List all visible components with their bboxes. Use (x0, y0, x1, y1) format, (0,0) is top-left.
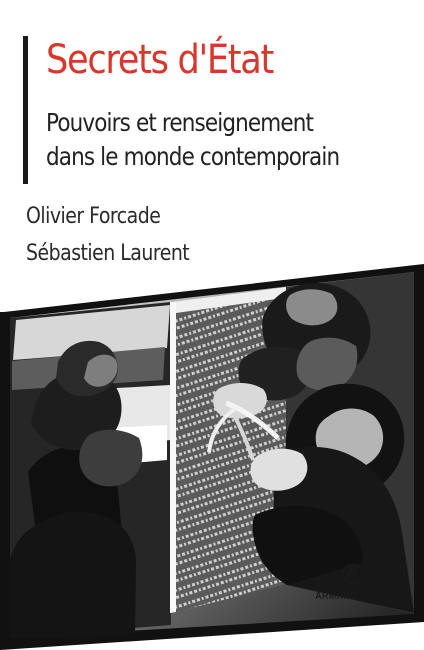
left-scene (10, 302, 171, 638)
subtitle-line: Pouvoirs et renseignement (46, 108, 314, 137)
publisher-name: ARMAND COLIN (315, 591, 389, 602)
publisher-logo (306, 560, 398, 614)
title-rule (23, 36, 28, 184)
author-name: Olivier Forcade (26, 204, 161, 229)
subtitle-line: dans le monde contemporain (46, 142, 340, 171)
book-subtitle (46, 106, 339, 174)
armand-colin-monogram-icon (338, 560, 366, 588)
book-title: Secrets d'État (46, 37, 273, 83)
author-name: Sébastien Laurent (26, 241, 190, 266)
